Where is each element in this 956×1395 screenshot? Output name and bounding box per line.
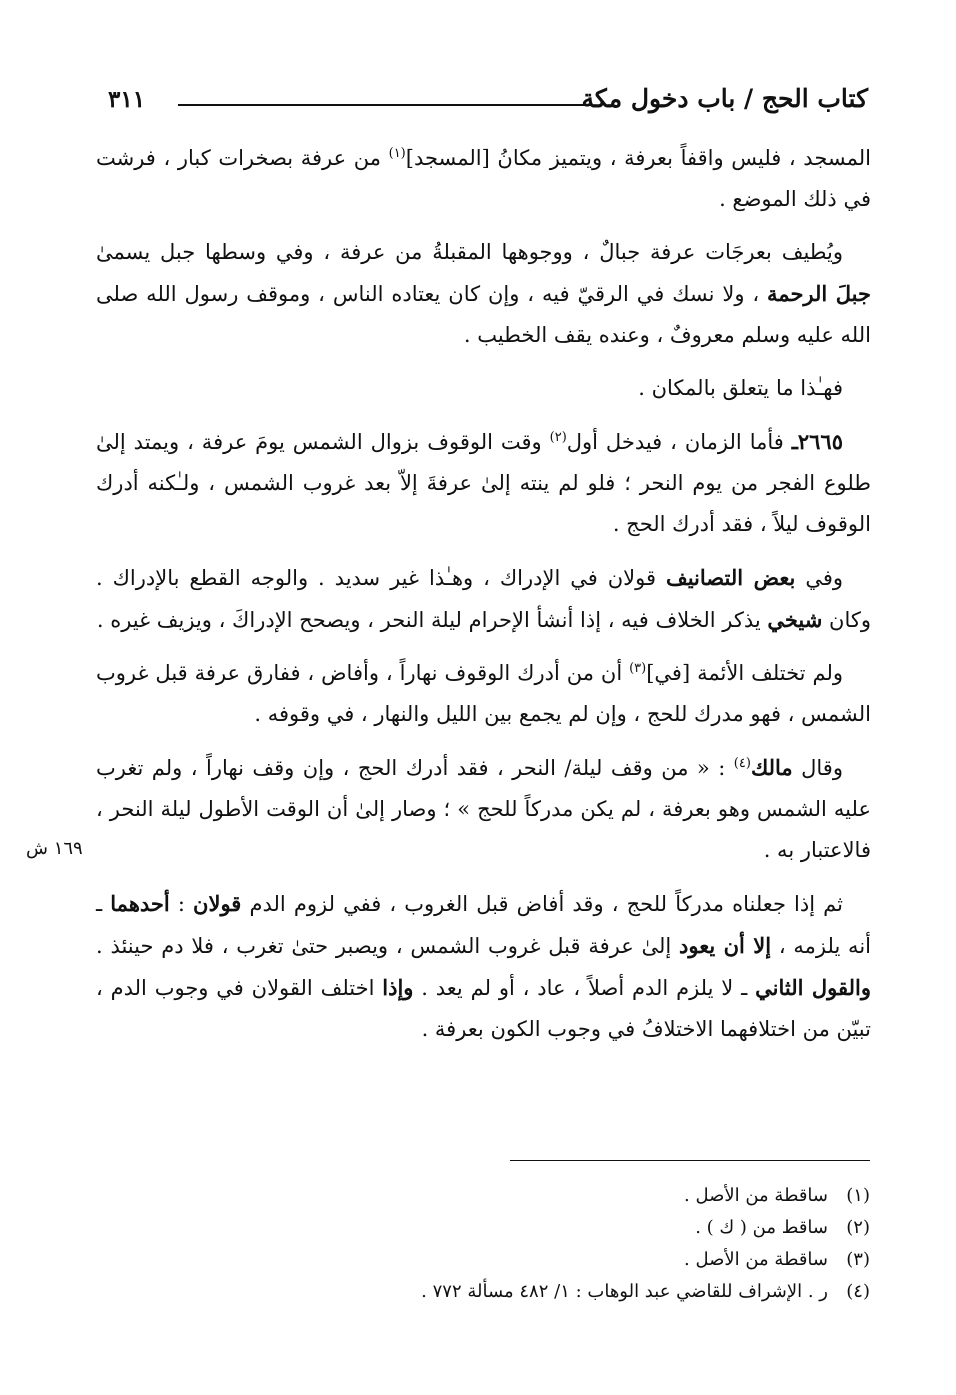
bold-term: قولان <box>193 891 242 916</box>
margin-manuscript-ref: ١٦٩ ش <box>26 838 83 859</box>
paragraph-number: ٢٦٦٥ـ <box>791 429 843 454</box>
footnote-ref[interactable]: (٤) <box>733 756 751 771</box>
paragraph <box>96 368 871 409</box>
bold-term: بعض التصانيف <box>665 565 796 590</box>
text-run: وفي <box>795 566 844 590</box>
text-run: فهـٰذا ما يتعلق بالمكان . <box>638 376 843 400</box>
main-text <box>96 138 871 1062</box>
footnote-divider <box>510 1160 870 1161</box>
text-run: ، ولا نسك في الرقيّ فيه ، وإن كان يعتاده الناس ، وموقف رسول الله صلى الله عليه وسلم معروفٌ ، وعنده يقف الخطيب . <box>96 282 871 347</box>
paragraph <box>96 883 871 1050</box>
text-run: المسجد ، فليس واقفاً بعرفة ، ويتميز مكانُ [المسجد] <box>405 146 871 170</box>
footnote-ref[interactable]: (٢) <box>549 430 567 445</box>
text-run: : « من وقف ليلة/ النحر ، فقد أدرك الحج ، وإن وقف نهاراً ، ولم تغرب عليه الشمس وهو بعرفة ، لم يكن مدركاً للحج » ؛ وصار إلىٰ أن الوقت الأطول ليلة النحر ، فالاعتبار به . <box>96 756 871 862</box>
paragraph <box>96 747 871 871</box>
footnote-text: ساقطة من الأصل . <box>684 1185 828 1206</box>
paragraph <box>96 557 871 641</box>
footnote-text: ر . الإشراف للقاضي عبد الوهاب : ١/ ٤٨٢ مسألة ٧٧٢ . <box>421 1281 828 1302</box>
paragraph <box>96 138 871 220</box>
footnote-ref[interactable]: (١) <box>388 146 406 161</box>
footnote <box>170 1212 870 1244</box>
running-header <box>108 84 868 124</box>
text-run: ثم إذا جعلناه مدركاً للحج ، وقد أفاض قبل الغروب ، ففي لزوم الدم <box>241 892 843 916</box>
text-run: وقال <box>792 756 843 780</box>
bold-term: أحدهما <box>110 891 170 916</box>
text-run: وقت الوقوف بزوال الشمس يومَ عرفة ، ويمتد إلىٰ طلوع الفجر من يوم النحر ؛ فلو لم ينته إلىٰ عرفةَ إلاّ بعد غروب الشمس ، ولـٰكنه أدرك الوقوف ليلاً ، فقد أدرك الحج . <box>96 430 871 536</box>
bold-term: مالك <box>750 755 793 780</box>
paragraph <box>96 232 871 356</box>
footnote-marker: (٤) <box>846 1281 870 1302</box>
bold-term: شيخي <box>767 607 823 632</box>
footnote-marker: (٣) <box>846 1249 870 1270</box>
footnote-ref[interactable]: (٣) <box>629 661 647 676</box>
footnote <box>170 1276 870 1308</box>
text-run: ويُطيف بعرجَات عرفة جبالٌ ، ووجوهها المقبلةُ من عرفة ، وفي وسطها جبل يسمىٰ <box>96 240 843 264</box>
bold-term: إلا أن يعود <box>679 933 772 958</box>
footnote-text: ساقطة من الأصل . <box>684 1249 828 1270</box>
bold-term: جبلَ الرحمة <box>767 281 871 306</box>
text-run: اختلف القولان في وجوب الدم ، تبيّن من اختلافهما الاختلافُ في وجوب الكون بعرفة . <box>96 976 871 1041</box>
footnote-marker: (٢) <box>846 1217 870 1238</box>
text-run: من عرفة بصخرات كبار ، فرشت في ذلك الموضع . <box>96 146 871 211</box>
footnotes <box>170 1180 870 1308</box>
text-run: ـ أنه يلزمه ، <box>96 892 871 958</box>
text-run: : <box>169 892 194 916</box>
paragraph <box>96 421 871 545</box>
text-run: ـ لا يلزم الدم أصلاً ، عاد ، أو لم يعد . <box>413 976 756 1000</box>
paragraph <box>96 653 871 735</box>
bold-term: وإذا <box>382 975 414 1000</box>
header-rule <box>178 104 593 106</box>
text-run: ولم تختلف الأئمة [في] <box>646 661 843 685</box>
text-run: إلىٰ عرفة قبل غروب الشمس ، ويصبر حتىٰ تغرب ، فلا دم حينئذ . <box>96 934 680 958</box>
text-run: قولان في الإدراك ، وهـٰذا غير سديد . والوجه القطع بالإدراك . وكان <box>96 566 871 632</box>
text-run: فأما الزمان ، فيدخل أول <box>566 430 792 454</box>
page-number: ٣١١ <box>108 86 146 113</box>
text-run: أن من أدرك الوقوف نهاراً ، وأفاض ، ففارق عرفة قبل غروب الشمس ، فهو مدرك للحج ، وإن لم يجمع بين الليل والنهار ، في وقوفه . <box>96 661 871 726</box>
text-run: يذكر الخلاف فيه ، إذا أنشأ الإحرام ليلة النحر ، ويصحح الإدراكَ ، ويزيف غيره . <box>96 608 768 632</box>
footnote-text: ساقط من ( ك ) . <box>695 1217 828 1238</box>
bold-term: والقول الثاني <box>755 975 871 1000</box>
footnote-marker: (١) <box>846 1185 870 1206</box>
footnote <box>170 1244 870 1276</box>
footnote <box>170 1180 870 1212</box>
chapter-title: كتاب الحج / باب دخول مكة <box>581 84 868 113</box>
